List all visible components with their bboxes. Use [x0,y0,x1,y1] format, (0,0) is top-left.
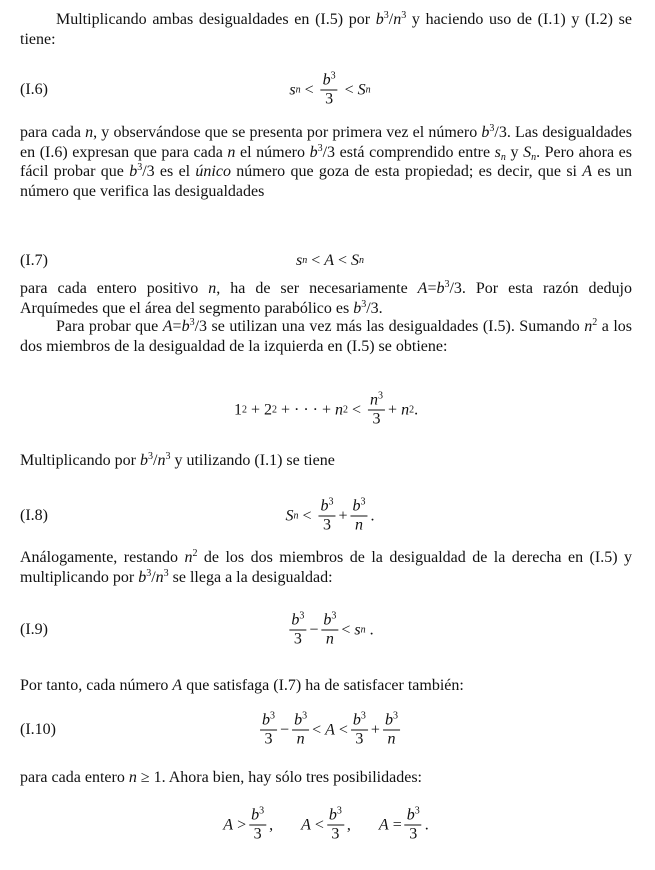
math-variable: b [291,611,300,629]
fraction-numerator [260,712,277,731]
math-variable: n [157,452,166,469]
math-variable: n [401,401,410,418]
math-variable: b [294,711,303,729]
superscript: 3 [163,567,169,579]
text-run: de los dos miembros de la desigualdad de la derecha en (I.5) y multiplicando por [20,549,633,586]
superscript: 3 [146,567,152,579]
superscript: 3 [392,710,398,722]
fraction-numerator [319,498,336,517]
text-run: > [233,816,247,833]
text-run: 3 [331,825,340,843]
superscript: 3 [328,496,334,508]
fraction-numerator [321,72,338,91]
fraction-denominator [323,91,335,109]
math-variable: n [355,516,364,534]
text-run: < [300,81,318,98]
text-run: 3 [323,516,331,534]
equation-math [257,712,403,749]
superscript: 3 [189,317,195,328]
fraction-denominator [385,731,397,749]
text-run: /3. Las desigualdades en (I.6) expresan que para cada [20,124,632,161]
text-run: Para probar que [56,318,163,335]
superscript: 3 [330,70,336,82]
paragraph [20,548,632,587]
math-variable: b [139,452,148,469]
superscript: 3 [259,805,265,817]
fraction-denominator [371,411,383,429]
numbered-equation [20,705,632,755]
text-run: 3 [325,90,334,108]
text-run: + [338,507,348,524]
math-variable: n [208,280,217,297]
math-variable: b [309,143,318,161]
fraction [319,498,336,535]
fraction-numerator [383,712,400,731]
math-variable: A [172,677,183,694]
fraction-denominator [329,826,341,844]
math-variable: n [227,143,236,161]
math-variable: b [481,124,490,141]
text-run: , ha de ser necesariamente [216,280,418,297]
math-variable: s [295,252,303,269]
fraction [292,712,309,749]
fraction-numerator [249,807,266,826]
superscript: 3 [361,298,367,310]
fraction-numerator [368,392,385,411]
text-run: que satisfaga (I.7) ha de satisfacer también: [182,677,464,694]
text-run: /3 se utilizan una vez más las desigualdades (I.5). Sumando [194,318,585,335]
fraction-numerator [289,612,306,631]
math-variable: A [325,721,335,738]
math-variable: n [155,568,164,586]
math-variable: b [352,497,361,515]
math-variable: b [352,711,361,729]
math-variable: n [387,730,396,748]
superscript: 3 [414,805,420,817]
paragraph [20,317,632,356]
superscript: 3 [331,610,337,622]
text-run: . [414,401,419,418]
math-variable: b [353,299,362,317]
display-equation [20,385,632,435]
text-run: 3 [409,825,418,843]
math-variable: n [85,124,94,141]
paragraph [20,451,632,471]
equation-math [223,807,428,844]
superscript: 3 [165,451,171,462]
superscript: 3 [336,805,342,817]
text-run: y [505,143,524,161]
math-variable: b [328,806,337,824]
text-run: Análogamente, restando [20,549,185,566]
fraction-denominator [353,517,365,535]
text-run: = [388,816,402,833]
math-variable: b [129,163,138,180]
equation-math: 1 2 + 2 2 + · · · + n 2 < $\frac{n^3}{3}$ + n 2 . [233,390,419,428]
fraction [321,612,338,649]
text-run: < [340,81,358,98]
math-variable: n [325,630,334,648]
text-run: + [370,721,380,738]
text-run: el número [235,143,310,161]
fraction-denominator [292,631,304,649]
text-run: . Pero ahora es fácil probar que [20,143,633,180]
text-run: para cada [20,124,86,141]
numbered-equation [20,491,632,541]
math-variable: S [357,81,366,98]
text-run: /3 es el [142,163,196,180]
superscript: 2 [192,548,198,559]
text-run: = [427,280,437,297]
text-run: + · · · + [276,401,335,418]
math-variable: b [384,711,393,729]
text-run: /3. [366,299,383,317]
math-variable: n [335,401,343,418]
math-variable: S [285,507,294,524]
equation-math: s n < $\frac{b^3}{3}$ < S n [289,70,371,108]
text-run: < [348,401,366,418]
math-variable: b [320,497,329,515]
text-run: / [151,568,156,586]
fraction-numerator [351,498,368,517]
text-run: 3 [372,410,381,428]
text-run: /3 está comprendido entre [322,143,495,161]
text-run: a los dos miembros de la desigualdad de la izquierda en (I.5) se obtiene: [20,318,632,355]
math-variable: n [296,730,305,748]
text-run: < [334,252,352,269]
text-run: , [269,816,302,833]
math-variable: n [370,391,379,409]
text-run: , y observándose que se presenta por primera vez el número [93,124,482,141]
text-run: 1 [233,401,242,418]
text-run: . [424,816,429,833]
text-run: 3 [293,630,302,648]
text-run: < [307,252,325,269]
paragraph [20,123,632,201]
display-equation [20,800,632,850]
math-variable: s [494,143,501,161]
math-variable: b [322,71,331,89]
fraction [260,712,277,749]
text-run: . [365,621,374,638]
text-run: − [280,721,290,738]
math-variable: único [195,163,231,180]
superscript: 3 [444,279,450,290]
text-run: y utilizando (I.1) se tiene [170,452,335,469]
math-variable: S [523,143,532,161]
superscript: 3 [360,710,366,722]
math-variable: b [375,11,384,28]
math-variable: n [393,11,402,28]
text-run: < [310,816,324,833]
superscript: 2 [592,317,598,328]
fraction [249,807,266,844]
math-variable: A [582,163,593,180]
math-variable: s [354,621,361,638]
fraction-denominator [263,731,275,749]
equation-label: (I.7) [20,252,48,269]
text-run: para cada entero positivo [20,280,209,297]
text-run: / [152,452,158,469]
math-variable: b [262,711,271,729]
superscript: 3 [302,710,308,722]
superscript: 3 [360,496,366,508]
fraction-denominator [252,826,264,844]
fraction-denominator [407,826,419,844]
superscript: 3 [489,123,495,134]
text-run: + 2 [246,401,272,418]
paragraph [20,676,632,696]
text-run: < [341,621,355,638]
math-variable: S [351,252,360,269]
equation-math: S n < $\frac{b^3}{3}$ + $\frac{b^3}{n}$ . [285,496,375,534]
subscript: n [531,151,537,163]
subscript: n [500,151,506,163]
fraction-denominator [324,631,336,649]
fraction [368,392,385,429]
superscript: 3 [317,142,323,154]
fraction [289,612,306,649]
fraction-numerator [405,807,422,826]
fraction-denominator [321,517,333,535]
text-run: < [298,507,316,524]
math-variable: n [184,549,193,566]
text-run: + [388,401,402,418]
fraction [351,712,368,749]
text-run: 3 [355,730,364,748]
fraction-numerator [351,712,368,731]
equation-math: $\frac{b^3}{3}$ − $\frac{b^3}{n}$ < s n . [291,610,374,648]
text-run: para cada entero [20,769,129,786]
text-run: < [334,721,348,738]
math-variable: A [223,816,234,833]
math-variable: b [436,280,445,297]
text-run: 3 [253,825,262,843]
math-variable: b [323,611,332,629]
equation-label: (I.10) [20,721,56,738]
math-variable: A [301,816,311,833]
math-variable: b [251,806,260,824]
equation-label: (I.9) [20,621,48,638]
math-variable: b [406,806,415,824]
paragraph [20,768,632,788]
math-variable: n [584,318,593,335]
numbered-equation [20,605,632,655]
math-variable: A [324,252,335,269]
math-variable: s [289,81,296,98]
text-run: < [312,721,326,738]
numbered-equation [20,65,632,115]
text-run: = [172,318,182,335]
equation-label: (I.6) [20,81,48,98]
text-run: 3 [264,730,273,748]
paragraph [20,279,632,318]
superscript: 3 [137,162,143,173]
paragraph [20,10,632,49]
text-run: y haciendo uso de (I.1) y (I.2) se tiene: [20,11,633,48]
text-run: número que goza de esta propiedad; es decir, que si [230,163,583,180]
text-run: ≥ 1. Ahora bien, hay sólo tres posibilidades: [136,769,422,786]
text-run: / [388,11,394,28]
math-variable: A [378,816,389,833]
fraction-numerator [292,712,309,731]
superscript: 3 [378,390,384,402]
text-run: Multiplicando ambas desigualdades en (I.5) por [56,11,376,28]
text-run: /3. Por esta razón dedujo Arquímedes que el área del segmento parabólico es [20,280,633,317]
fraction-numerator [327,807,344,826]
fraction [405,807,422,844]
fraction-numerator [321,612,338,631]
text-run: . [370,507,375,524]
superscript: 3 [147,451,153,462]
fraction [327,807,344,844]
math-variable: n [128,769,137,786]
fraction [351,498,368,535]
text-run: Multiplicando por [20,452,140,469]
superscript: 3 [401,10,407,21]
fraction-denominator [353,731,365,749]
superscript: 3 [299,610,305,622]
equation-label: (I.8) [20,507,48,524]
text-run: − [309,621,319,638]
text-run: Por tanto, cada número [20,677,173,694]
math-variable: A [162,318,173,335]
fraction [321,72,338,109]
math-variable: A [417,280,428,297]
math-variable: b [138,568,147,586]
text-run: se llega a la desigualdad: [168,568,333,586]
fraction [383,712,400,749]
fraction-denominator [295,731,307,749]
text-run: , [346,816,379,833]
superscript: 3 [383,10,389,21]
superscript: 3 [270,710,276,722]
text-run: es un número que verifica las desigualdades [20,163,633,200]
math-variable: b [181,318,190,335]
equation-math: s n < A < S n [295,252,365,269]
